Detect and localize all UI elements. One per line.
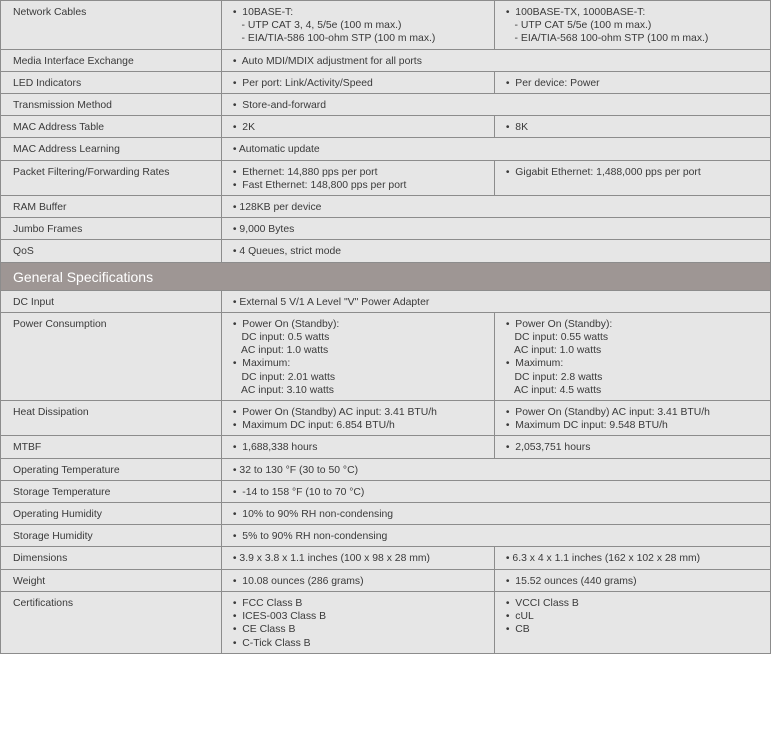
spec-label: Transmission Method	[1, 94, 222, 116]
spec-row-mtbf	[1, 436, 771, 458]
spec-row-packet-filtering-forwarding-rates	[1, 160, 771, 195]
spec-value-line: - UTP CAT 5/5e (100 m max.)	[503, 20, 652, 32]
spec-label: Weight	[1, 569, 222, 591]
spec-value-line: • Power On (Standby) AC input: 3.41 BTU/h	[230, 407, 437, 419]
spec-label: Media Interface Exchange	[1, 49, 222, 71]
spec-row-mac-address-table	[1, 116, 771, 138]
spec-value-line: • 15.52 ounces (440 grams)	[503, 575, 637, 587]
spec-value-line: • FCC Class B	[230, 597, 303, 609]
spec-value-line: • Power On (Standby) AC input: 3.41 BTU/h	[503, 407, 710, 419]
spec-value-line: • CE Class B	[230, 624, 296, 636]
spec-value-left	[222, 49, 771, 71]
spec-value-left	[222, 196, 771, 218]
spec-value-right	[495, 401, 771, 436]
spec-value-left	[222, 458, 771, 480]
spec-value-line: AC input: 1.0 watts	[503, 345, 602, 357]
spec-label: Packet Filtering/Forwarding Rates	[1, 160, 222, 195]
spec-label: MAC Address Learning	[1, 138, 222, 160]
spec-value-line: • Auto MDI/MDIX adjustment for all ports	[230, 55, 422, 67]
spec-value-line: • 2K	[230, 122, 256, 134]
spec-label: Power Consumption	[1, 312, 222, 400]
spec-value-line: • C-Tick Class B	[230, 637, 311, 649]
spec-value-left	[222, 94, 771, 116]
spec-value-right	[495, 312, 771, 400]
spec-value-line: • Automatic update	[230, 144, 320, 156]
spec-row-storage-humidity	[1, 525, 771, 547]
spec-value-line: • 9,000 Bytes	[230, 224, 295, 236]
spec-value-left	[222, 290, 771, 312]
spec-value-line: • 3.9 x 3.8 x 1.1 inches (100 x 98 x 28 mm)	[230, 553, 430, 565]
spec-value-line: • 10% to 90% RH non-condensing	[230, 509, 394, 521]
spec-row-led-indicators	[1, 71, 771, 93]
spec-row-qos	[1, 240, 771, 262]
section-header-row	[1, 262, 771, 290]
spec-value-line: • 32 to 130 °F (30 to 50 °C)	[230, 464, 359, 476]
spec-value-line: AC input: 3.10 watts	[230, 384, 334, 396]
spec-value-line: • -14 to 158 °F (10 to 70 °C)	[230, 486, 365, 498]
spec-value-line: • 128KB per device	[230, 202, 322, 214]
spec-row-media-interface-exchange	[1, 49, 771, 71]
spec-label: Certifications	[1, 591, 222, 653]
spec-label: QoS	[1, 240, 222, 262]
spec-value-line: • 1,688,338 hours	[230, 442, 318, 454]
spec-label: Dimensions	[1, 547, 222, 569]
spec-value-line: • Power On (Standby):	[230, 318, 340, 330]
spec-label: Operating Temperature	[1, 458, 222, 480]
spec-value-left	[222, 138, 771, 160]
spec-value-left	[222, 1, 495, 50]
spec-value-line: • Fast Ethernet: 148,800 pps per port	[230, 179, 407, 191]
spec-label: Jumbo Frames	[1, 218, 222, 240]
spec-label: Network Cables	[1, 1, 222, 50]
spec-row-dimensions	[1, 547, 771, 569]
spec-row-transmission-method	[1, 94, 771, 116]
spec-label: MAC Address Table	[1, 116, 222, 138]
spec-value-line: • Gigabit Ethernet: 1,488,000 pps per port	[503, 166, 701, 178]
spec-value-line: • 4 Queues, strict mode	[230, 246, 342, 258]
spec-value-right	[495, 547, 771, 569]
spec-row-operating-humidity	[1, 503, 771, 525]
spec-value-line: - EIA/TIA-586 100-ohm STP (100 m max.)	[230, 33, 436, 45]
spec-value-left	[222, 312, 495, 400]
spec-row-network-cables	[1, 1, 771, 50]
spec-value-line: • 10BASE-T:	[230, 7, 294, 18]
spec-value-line: • 10.08 ounces (286 grams)	[230, 575, 364, 587]
spec-value-right	[495, 569, 771, 591]
spec-value-left	[222, 71, 495, 93]
spec-value-left	[222, 218, 771, 240]
spec-value-line: • Maximum:	[230, 358, 291, 370]
spec-value-right	[495, 1, 771, 50]
spec-value-right	[495, 436, 771, 458]
spec-value-line: DC input: 0.55 watts	[503, 332, 609, 344]
spec-value-line: AC input: 4.5 watts	[503, 384, 602, 396]
spec-value-line: - EIA/TIA-568 100-ohm STP (100 m max.)	[503, 33, 709, 45]
spec-value-right	[495, 160, 771, 195]
spec-row-power-consumption	[1, 312, 771, 400]
spec-value-left	[222, 503, 771, 525]
spec-value-line: • Per port: Link/Activity/Speed	[230, 77, 373, 89]
spec-value-line: • VCCI Class B	[503, 597, 579, 609]
spec-label: Storage Humidity	[1, 525, 222, 547]
spec-value-left	[222, 160, 495, 195]
spec-value-line: • 2,053,751 hours	[503, 442, 591, 454]
spec-label: Heat Dissipation	[1, 401, 222, 436]
spec-value-left	[222, 569, 495, 591]
spec-table-body	[1, 1, 771, 654]
spec-label: DC Input	[1, 290, 222, 312]
spec-value-left	[222, 525, 771, 547]
spec-row-ram-buffer	[1, 196, 771, 218]
spec-row-certifications	[1, 591, 771, 653]
spec-value-line: • CB	[503, 624, 530, 636]
spec-value-line: • Maximum DC input: 6.854 BTU/h	[230, 420, 395, 432]
spec-value-line: • Ethernet: 14,880 pps per port	[230, 166, 378, 178]
spec-value-left	[222, 547, 495, 569]
spec-value-line: • 6.3 x 4 x 1.1 inches (162 x 102 x 28 mm)	[503, 553, 701, 565]
spec-value-line: DC input: 2.8 watts	[503, 371, 603, 383]
spec-value-line: • 100BASE-TX, 1000BASE-T:	[503, 7, 646, 18]
section-title: General Specifications	[1, 262, 771, 290]
spec-label: Operating Humidity	[1, 503, 222, 525]
spec-value-line: • Maximum:	[503, 358, 564, 370]
spec-value-left	[222, 401, 495, 436]
spec-value-line: • Per device: Power	[503, 77, 600, 89]
spec-value-left	[222, 591, 495, 653]
spec-value-left	[222, 116, 495, 138]
spec-value-line: • cUL	[503, 611, 534, 623]
spec-value-line: • 8K	[503, 122, 529, 134]
spec-row-operating-temperature	[1, 458, 771, 480]
spec-value-left	[222, 480, 771, 502]
spec-row-mac-address-learning	[1, 138, 771, 160]
spec-value-right	[495, 71, 771, 93]
spec-label: Storage Temperature	[1, 480, 222, 502]
spec-row-jumbo-frames	[1, 218, 771, 240]
spec-value-line: AC input: 1.0 watts	[230, 345, 329, 357]
spec-value-line: DC input: 0.5 watts	[230, 332, 330, 344]
spec-value-line: • Maximum DC input: 9.548 BTU/h	[503, 420, 668, 432]
spec-label: RAM Buffer	[1, 196, 222, 218]
spec-value-left	[222, 240, 771, 262]
spec-value-line: DC input: 2.01 watts	[230, 371, 336, 383]
spec-row-dc-input	[1, 290, 771, 312]
spec-value-line: • External 5 V/1 A Level "V" Power Adapter	[230, 296, 430, 308]
spec-value-line: • Power On (Standby):	[503, 318, 613, 330]
spec-value-right	[495, 116, 771, 138]
spec-row-heat-dissipation	[1, 401, 771, 436]
spec-value-line: - UTP CAT 3, 4, 5/5e (100 m max.)	[230, 20, 402, 32]
spec-value-left	[222, 436, 495, 458]
spec-value-line: • ICES-003 Class B	[230, 611, 327, 623]
spec-label: LED Indicators	[1, 71, 222, 93]
spec-value-line: • Store-and-forward	[230, 100, 327, 112]
spec-value-line: • 5% to 90% RH non-condensing	[230, 531, 388, 543]
spec-label: MTBF	[1, 436, 222, 458]
spec-row-weight	[1, 569, 771, 591]
spec-row-storage-temperature	[1, 480, 771, 502]
spec-value-right	[495, 591, 771, 653]
